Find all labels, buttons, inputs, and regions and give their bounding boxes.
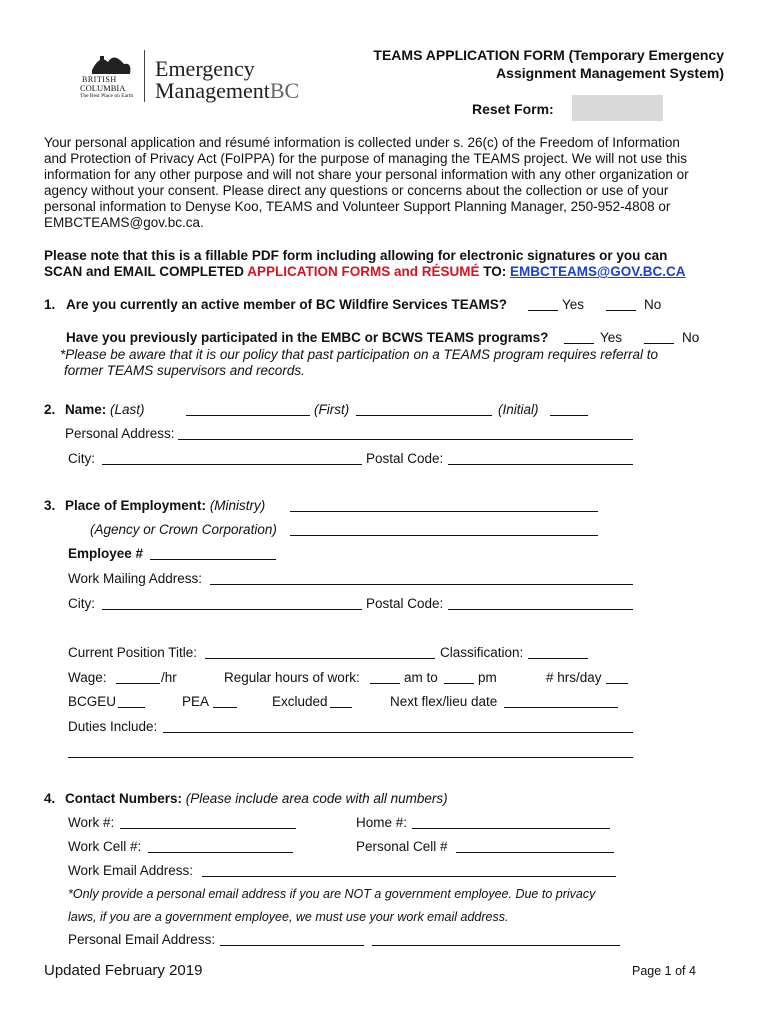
- duties-field-1[interactable]: [163, 719, 633, 733]
- q1-note-line1: *Please be aware that it is our policy that past participation on a TEAMS program requires referral to: [60, 347, 659, 362]
- work-postal-label: Postal Code:: [366, 596, 444, 611]
- work-city-field[interactable]: [102, 596, 362, 610]
- email-link[interactable]: EMBCTEAMS@GOV.BC.CA: [510, 264, 686, 279]
- crest-text-2: COLUMBIA: [80, 83, 126, 93]
- hours-end-field[interactable]: [444, 670, 474, 684]
- hrs-day-label: # hrs/day: [546, 670, 602, 685]
- pm-label: pm: [478, 670, 497, 685]
- personal-email-field-1[interactable]: [220, 932, 364, 946]
- privacy-line-3: information for any other purpose and will not share your personal information with any other organization or: [44, 167, 689, 182]
- agency-label: (Agency or Crown Corporation): [90, 522, 277, 537]
- position-title-field[interactable]: [205, 645, 435, 659]
- flex-date-field[interactable]: [504, 694, 618, 708]
- first-name-field[interactable]: [356, 402, 492, 416]
- work-phone-field[interactable]: [120, 815, 296, 829]
- position-title-label: Current Position Title:: [68, 645, 198, 660]
- q1-note-line2: former TEAMS supervisors and records.: [64, 363, 305, 378]
- q4-label-row: Contact Numbers: (Please include area code with all numbers): [65, 791, 448, 806]
- q1-question2: Have you previously participated in the EMBC or BCWS TEAMS programs?: [66, 330, 549, 345]
- notice-line-1: Please note that this is a fillable PDF form including allowing for electronic signatures or you can: [44, 248, 668, 263]
- work-mailing-label: Work Mailing Address:: [68, 571, 203, 586]
- work-email-field[interactable]: [202, 863, 616, 877]
- last-name-field[interactable]: [186, 402, 310, 416]
- wage-field[interactable]: [116, 670, 160, 684]
- personal-cell-label: Personal Cell #: [356, 839, 448, 854]
- q1-no-label: No: [644, 297, 662, 312]
- work-mailing-field[interactable]: [210, 571, 633, 585]
- logo-name-line2: ManagementBC: [155, 78, 300, 103]
- excluded-field[interactable]: [330, 694, 352, 708]
- bcgeu-label: BCGEU: [68, 694, 117, 709]
- agency-field[interactable]: [290, 522, 598, 536]
- crest-text-3: The Best Place on Earth: [80, 93, 134, 99]
- reset-form-button[interactable]: [572, 95, 663, 121]
- personal-address-label: Personal Address:: [65, 426, 175, 441]
- q1b-yes-field[interactable]: [564, 330, 594, 344]
- privacy-line-1: Your personal application and résumé information is collected under s. 26(c) of the Freedom of Information: [44, 135, 680, 150]
- work-city-label: City:: [68, 596, 95, 611]
- reset-form-label: Reset Form:: [472, 101, 554, 117]
- city-field[interactable]: [102, 451, 362, 465]
- pea-field[interactable]: [213, 694, 237, 708]
- form-title-line2: Assignment Management System): [496, 65, 724, 81]
- city-label: City:: [68, 451, 95, 466]
- personal-email-label: Personal Email Address:: [68, 932, 216, 947]
- duties-field-2[interactable]: [68, 744, 633, 758]
- form-title-line1: TEAMS APPLICATION FORM (Temporary Emergency: [373, 47, 724, 63]
- privacy-line-6: EMBCTEAMS@gov.bc.ca.: [44, 215, 204, 230]
- am-to-label: am to: [404, 670, 438, 685]
- ministry-field[interactable]: [290, 498, 598, 512]
- initial-label: (Initial): [498, 402, 539, 417]
- personal-email-field-2[interactable]: [372, 932, 620, 946]
- bc-logo: [80, 48, 320, 106]
- first-label: (First): [314, 402, 350, 417]
- wage-label: Wage:: [68, 670, 107, 685]
- work-phone-label: Work #:: [68, 815, 115, 830]
- q1b-no-field[interactable]: [644, 330, 674, 344]
- pea-label: PEA: [182, 694, 210, 709]
- crest-text-1: BRITISH: [82, 75, 117, 84]
- page-number: Page 1 of 4: [632, 964, 696, 978]
- q1-yes-field[interactable]: [528, 297, 558, 311]
- excluded-label: Excluded: [272, 694, 328, 709]
- employee-number-label: Employee #: [68, 546, 144, 561]
- employee-number-field[interactable]: [150, 546, 276, 560]
- q1-question: Are you currently an active member of BC Wildfire Services TEAMS?: [66, 297, 508, 312]
- regular-hours-label: Regular hours of work:: [224, 670, 360, 685]
- work-email-label: Work Email Address:: [68, 863, 194, 878]
- q4-number: 4.: [44, 791, 56, 806]
- q3-label-row: Place of Employment: (Ministry): [65, 498, 266, 513]
- q3-number: 3.: [44, 498, 56, 513]
- q1b-yes-label: Yes: [600, 330, 623, 345]
- home-phone-label: Home #:: [356, 815, 408, 830]
- classification-field[interactable]: [528, 645, 588, 659]
- q1b-no-label: No: [682, 330, 700, 345]
- classification-label: Classification:: [440, 645, 524, 660]
- email-note-line2: laws, if you are a government employee, we must use your work email address.: [68, 910, 509, 924]
- personal-cell-field[interactable]: [456, 839, 614, 853]
- q1-no-field[interactable]: [606, 297, 636, 311]
- q2-number: 2.: [44, 402, 56, 417]
- privacy-line-2: and Protection of Privacy Act (FoIPPA) for the purpose of managing the TEAMS project. We will not use this: [44, 151, 688, 166]
- hours-start-field[interactable]: [370, 670, 400, 684]
- home-phone-field[interactable]: [412, 815, 610, 829]
- q2-name-row: Name: (Last): [65, 402, 145, 417]
- email-note-line1: *Only provide a personal email address if you are NOT a government employee. Due to privacy: [68, 887, 596, 901]
- postal-code-field[interactable]: [448, 451, 633, 465]
- per-hr-label: /hr: [161, 670, 177, 685]
- postal-code-label: Postal Code:: [366, 451, 444, 466]
- work-cell-label: Work Cell #:: [68, 839, 142, 854]
- work-cell-field[interactable]: [148, 839, 293, 853]
- q1-number: 1.: [44, 297, 56, 312]
- initial-field[interactable]: [550, 402, 588, 416]
- notice-line-2: SCAN and EMAIL COMPLETED APPLICATION FORMS and RÉSUMÉ TO: EMBCTEAMS@GOV.BC.CA: [44, 264, 686, 279]
- privacy-line-4: agency without your consent. Please direct any questions or concerns about the collection or use of your: [44, 183, 669, 198]
- logo-divider: [144, 50, 145, 102]
- flex-date-label: Next flex/lieu date: [390, 694, 498, 709]
- updated-date: Updated February 2019: [44, 962, 203, 979]
- personal-address-field[interactable]: [178, 426, 633, 440]
- q1-yes-label: Yes: [562, 297, 585, 312]
- hrs-day-field[interactable]: [606, 670, 628, 684]
- logo-name-line1: Emergency: [155, 56, 255, 81]
- bcgeu-field[interactable]: [118, 694, 145, 708]
- work-postal-field[interactable]: [448, 596, 633, 610]
- privacy-line-5: personal information to Denyse Koo, TEAMS and Volunteer Support Planning Manager, 250-952-4808 or: [44, 199, 671, 214]
- duties-label: Duties Include:: [68, 719, 158, 734]
